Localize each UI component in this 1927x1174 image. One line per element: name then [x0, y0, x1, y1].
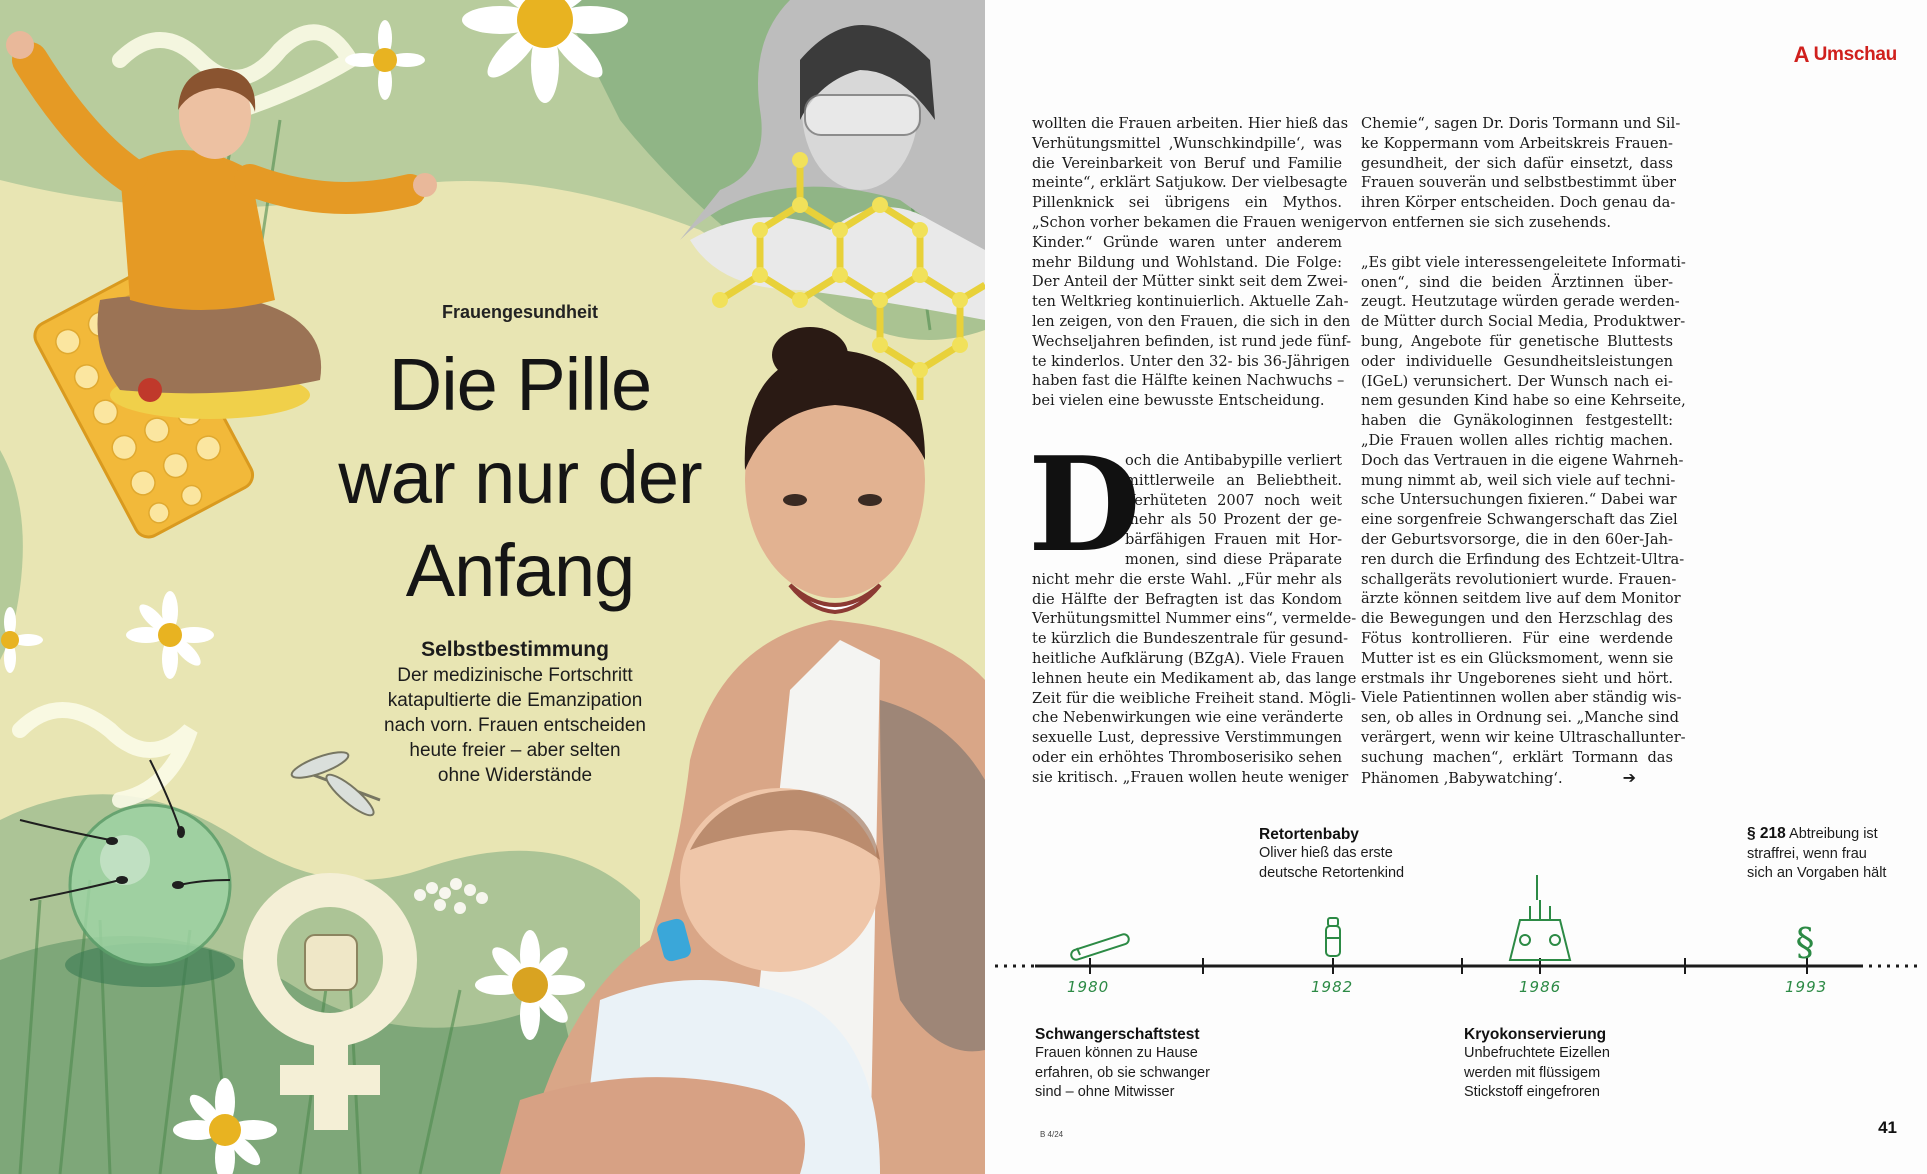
text-line: wollten die Frauen arbeiten. Hier hieß das: [1032, 115, 1349, 132]
event-line: sich an Vorgaben hält: [1747, 865, 1887, 881]
dek-line: nach vorn. Frauen entscheiden: [384, 715, 646, 736]
event-title: Retortenbaby: [1259, 826, 1359, 843]
text-line: onen“, sind die beiden Ärztinnen über-: [1361, 273, 1673, 291]
text-line: haben die Gynäkologinnen festgestellt:: [1361, 412, 1673, 430]
text-line: bärfähigen Frauen mit Hor-: [1125, 531, 1342, 549]
apotheken-a-icon: A: [1793, 42, 1810, 67]
text-line: „Die Frauen wollen alles richtig machen.: [1361, 431, 1673, 449]
text-line: mehr als 50 Prozent der ge-: [1125, 511, 1342, 529]
event-line: erfahren, ob sie schwanger: [1035, 1064, 1210, 1081]
text-line: Wechseljahren befinden, ist rund jede fünf-: [1032, 332, 1352, 350]
text-line: erstmals ihr Ungeborenes sieht und hört.: [1361, 669, 1673, 687]
text-line: die Bewegungen und den Herzschlag des: [1361, 610, 1673, 628]
text-line: Verhütungsmittel Nummer eins“, vermelde-: [1032, 610, 1357, 628]
text-line: lehnen heute ein Medikament ab, das lange: [1032, 669, 1357, 687]
text-line: te kinderlos. Unter den 32- bis 36-Jährigen: [1032, 352, 1350, 370]
text-line: Verhüteten 2007 noch weit: [1125, 491, 1342, 509]
text-line: nem gesunden Kind habe so eine Kehrseite,: [1361, 392, 1686, 410]
text-line: heitliche Aufklärung (BZgA). Viele Frauen: [1032, 649, 1345, 667]
headline-line: war nur der: [338, 436, 702, 519]
event-title-rest: Abtreibung ist: [1789, 826, 1878, 842]
text-line: Verhütungsmittel ‚Wunschkindpille‘, was: [1032, 134, 1342, 152]
timeline-year: 1986: [1519, 978, 1562, 996]
text-line: Der Anteil der Mütter sinkt seit dem Zwei-: [1032, 273, 1348, 291]
timeline-event-retortenbaby: [1259, 826, 1404, 883]
text-line: Doch das Vertrauen in die eigene Wahrneh-: [1361, 451, 1684, 469]
paragraph: [1361, 114, 1681, 233]
text-line: ärzte können seitdem live auf dem Monitor: [1361, 590, 1681, 608]
event-line: Stickstoff eingefroren: [1464, 1084, 1600, 1100]
logo-wordmark: Umschau: [1813, 44, 1897, 65]
text-line: Chemie“, sagen Dr. Doris Tormann und Sil-: [1361, 115, 1681, 132]
text-line: „Schon vorher bekamen die Frauen weniger: [1032, 213, 1361, 231]
dek-line: Der medizinische Fortschritt: [397, 665, 633, 686]
text-line: von entfernen sie sich zusehends.: [1361, 213, 1611, 231]
text-line: Mutter ist es ein Glücksmoment, wenn sie: [1361, 649, 1674, 667]
text-line: de Mütter durch Social Media, Produktwer-: [1361, 313, 1686, 331]
text-line: monen, sind diese Präparate: [1125, 550, 1342, 568]
paragraph-continuation: [1032, 570, 1357, 788]
timeline-year: 1982: [1311, 978, 1354, 996]
event-line: werden mit flüssigem: [1464, 1064, 1601, 1081]
text-column-right: [1361, 114, 1686, 788]
page-number: 41: [1878, 1118, 1897, 1137]
timeline-year: 1993: [1785, 978, 1828, 996]
paragraph: [1361, 253, 1686, 789]
text-line: die Hälfte der Befragten ist das Kondom: [1032, 590, 1342, 608]
right-page: [985, 0, 1927, 1174]
text-line: der Geburtsvorsorge, die in den 60er-Jah-: [1361, 530, 1673, 548]
event-line: Oliver hieß das erste: [1259, 845, 1393, 861]
text-line: oder individuelle Gesundheitsleistungen: [1361, 352, 1673, 370]
text-line: ke Koppermann vom Arbeitskreis Frauen-: [1361, 134, 1673, 152]
text-line: sexuelle Lust, depressive Verstimmungen: [1032, 729, 1342, 747]
text-line: meinte“, erklärt Satjukow. Der vielbesagte: [1032, 174, 1348, 192]
event-title: § 218: [1747, 825, 1786, 842]
magazine-logo: [1794, 42, 1897, 68]
event-line: straffrei, wenn frau: [1747, 845, 1867, 862]
text-line: verärgert, wenn wir keine Ultraschallunter-: [1361, 728, 1686, 746]
text-column-left: [1028, 114, 1361, 788]
text-line: och die Antibabypille verliert: [1125, 451, 1342, 469]
text-line: bung, Angebote für genetische Bluttests: [1361, 332, 1673, 350]
text-line: mung nimmt ab, weil sich viele auf techni-: [1361, 471, 1676, 489]
text-line: mittlerweile an Beliebtheit.: [1125, 471, 1342, 489]
text-line: Kinder.“ Gründe waren unter anderem: [1032, 233, 1342, 251]
event-line: Frauen können zu Hause: [1035, 1045, 1198, 1061]
text-line: eine sorgenfreie Schwangerschaft das Ziel: [1361, 511, 1678, 529]
text-line: suchung machen“, erklärt Tormann das: [1361, 748, 1673, 766]
drop-cap: D: [1028, 427, 1141, 581]
event-title: Kryokonservierung: [1464, 1026, 1607, 1043]
baby-bottle-icon: [1326, 918, 1340, 956]
dek-line: heute freier – aber selten: [409, 740, 621, 761]
text-line: sche Untersuchungen fixieren.“ Dabei war: [1361, 491, 1677, 509]
text-line: ihren Körper entscheiden. Doch genau da-: [1361, 194, 1676, 212]
text-line: Pillenknick sei übrigens ein Mythos.: [1032, 194, 1342, 212]
text-line: haben fast die Hälfte keinen Nachwuchs –: [1032, 372, 1345, 390]
text-line: schallgeräts revolutioniert wurde. Frauen-: [1361, 570, 1677, 588]
dek-line: katapultierte die Emanzipation: [387, 690, 643, 711]
text-line: che Nebenwirkungen wie eine veränderte: [1032, 709, 1344, 727]
paragraph: [1032, 114, 1361, 411]
event-line: sind – ohne Mitwisser: [1035, 1084, 1175, 1100]
text-line: „Es gibt viele interessengeleitete Informati-: [1361, 253, 1686, 271]
issue-label: B 4/24: [1040, 1130, 1064, 1139]
text-line: zeugt. Heutzutage würden gerade werden-: [1361, 293, 1680, 311]
text-line: Phänomen ‚Babywatching‘. ➔: [1361, 767, 1636, 787]
text-line: Fötus kontrollieren. Für eine werdende: [1361, 629, 1673, 647]
text-line: te kürzlich die Bundeszentrale für gesund-: [1032, 630, 1349, 648]
text-line: bei vielen eine bewusste Entscheidung.: [1032, 392, 1325, 410]
text-line: Zeit für die weibliche Freiheit stand. Mögli-: [1032, 689, 1356, 707]
headline-line: Anfang: [405, 529, 635, 612]
text-line: oder ein erhöhtes Thromboserisiko sehen: [1032, 748, 1342, 766]
headline-line: Die Pille: [388, 343, 652, 426]
pregnancy-test-icon: [1070, 933, 1130, 961]
continue-arrow-icon: ➔: [1622, 767, 1636, 787]
text-line: sie kritisch. „Frauen wollen heute weniger: [1032, 768, 1349, 786]
timeline-event-paragraph-218: [1747, 824, 1886, 884]
text-line: nicht mehr die erste Wahl. „Für mehr als: [1032, 570, 1342, 588]
article-headline: [320, 338, 720, 617]
timeline-event-kryokonservierung: [1464, 1026, 1610, 1103]
text-line: ren durch die Erfindung des Echtzeit-Ultra-: [1361, 550, 1685, 568]
dropcap-paragraph: [1028, 427, 1357, 788]
event-title: Schwangerschaftstest: [1035, 1026, 1200, 1043]
event-line: Unbefruchtete Eizellen: [1464, 1045, 1610, 1061]
timeline-year: 1980: [1067, 978, 1110, 996]
text-line: sen, ob alles in Ordnung sei. „Manche sind: [1361, 709, 1679, 727]
cryo-tank-icon: [1510, 875, 1570, 960]
text-line: mehr Bildung und Wohlstand. Die Folge:: [1032, 253, 1342, 271]
text-line: Frauen souverän und selbstbestimmt über: [1361, 174, 1676, 192]
history-timeline: [985, 780, 1927, 1110]
text-line: die Vereinbarkeit von Beruf und Familie: [1032, 154, 1342, 172]
article-dek: [350, 637, 680, 788]
timeline-event-pregnancy-test: [1035, 1026, 1210, 1103]
dek-title: Selbstbestimmung: [421, 638, 609, 661]
dek-line: ohne Widerstände: [437, 765, 593, 786]
text-line: len zeigen, von den Frauen, die sich in den: [1032, 312, 1351, 330]
paragraph-sign-icon: §: [1795, 920, 1815, 964]
article-kicker: Frauengesundheit: [441, 302, 598, 322]
text-line: Viele Patientinnen wollen aber ständig wis-: [1361, 689, 1682, 707]
text-line: ten Weltkrieg kontinuierlich. Aktuelle Zah-: [1032, 293, 1349, 311]
event-line: deutsche Retortenkind: [1259, 864, 1405, 881]
text-line: (IGeL) verunsichert. Der Wunsch nach ei-: [1361, 372, 1673, 390]
text-line: gesundheit, der sich dafür einsetzt, dass: [1361, 154, 1673, 172]
